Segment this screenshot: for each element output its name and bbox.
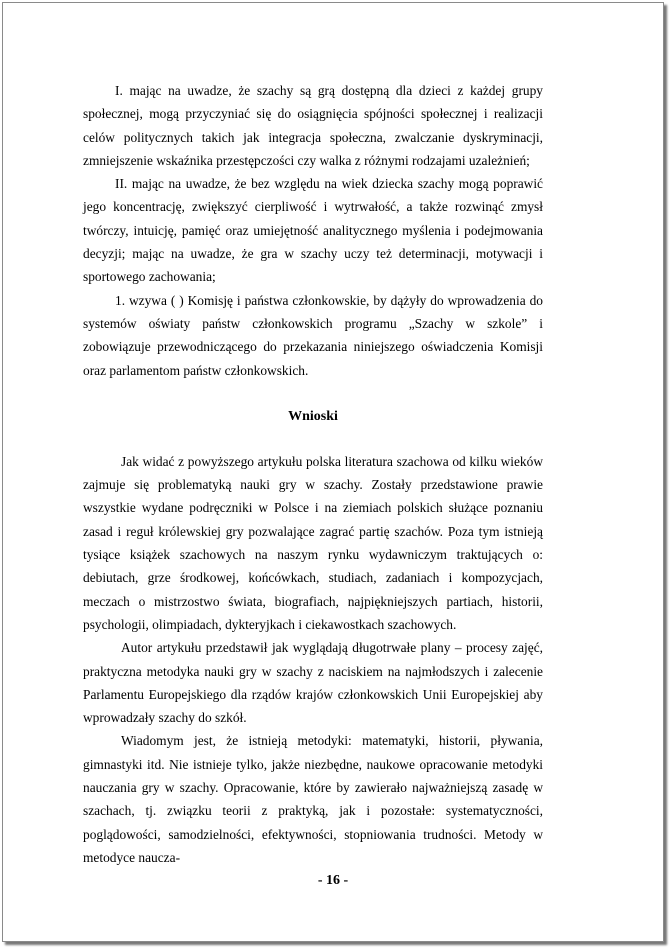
paragraph-conclusion-1: Jak widać z powyższego artykułu polska literatura szachowa od kilku wieków zajmuje się problematyką nauki gry w szachy. Zostały przedstawione prawie wszystkie wydane podręczniki w Polsce i na ziemiach polskich służące poznaniu zasad i reguł królewskiej gry pozwalające zagrać partię szachów. Poza tym istnieją tysiące książek szachowych na naszym rynku wydawniczym traktujących o: debiutach, grze środkowej, końcówkach, studiach, zadaniach i kompozycjach, meczach o mistrzostwo świata, biografiach, najpiękniejszych partiach, historii, psychologii, olimpiadach, dykteryjkach i ciekawostkach szachowych. [83, 453, 543, 632]
document-page [2, 2, 664, 942]
page-content [83, 79, 543, 869]
paragraph-resolution-1: 1. wzywa ( ) Komisję i państwa członkowskie, by dążyły do wprowadzenia do systemów oświaty państw członkowskich programu „Szachy w szkole” i zobowiązuje przewodniczącego do przekazania niniejszego oświadczenia Komisji oraz parlamentom państw członkowskich. [83, 292, 543, 378]
section-heading: Wnioski [288, 408, 338, 424]
paragraph-conclusion-3: Wiadomym jest, że istnieją metodyki: matematyki, historii, pływania, gimnastyki itd. Nie istnieje tylko, jakże niezbędne, naukowe opracowanie metodyki nauczania gry w szachy. Opracowanie, które by zawierało najważniejszą zasadę w szachach, tj. związku teorii z praktyką, jak i pozostałe: systematyczności, poglądowości, samodzielności, efektywności, stopniowania trudności. Metody w metodyce naucza- [83, 733, 543, 865]
page-number: - 16 - [317, 873, 349, 888]
paragraph-conclusion-2: Autor artykułu przedstawił jak wyglądają długotrwałe plany – procesy zajęć, praktyczna metodyka nauki gry w szachy z naciskiem na najmłodszych i zalecenie Parlamentu Europejskiego dla rządów krajów członkowskich Unii Europejskiej aby wprowadzały szachy do szkół. [83, 640, 543, 726]
paragraph-recital-1: I. mając na uwadze, że szachy są grą dostępną dla dzieci z każdej grupy społecznej, mogą przyczyniać się do osiągnięcia spójności społecznej i realizacji celów politycznych takich jak integracja społeczna, zwalczanie dyskryminacji, zmniejszenie wskaźnika przestępczości czy walka z różnymi rodzajami uzależnień; [83, 83, 543, 168]
paragraph-recital-2: II. mając na uwadze, że bez względu na wiek dziecka szachy mogą poprawić jego koncentrację, zwiększyć cierpliwość i wytrwałość, a także rozwinąć zmysł twórczy, intuicję, pamięć oraz umiejętność analitycznego myślenia i podejmowania decyzji; mając na uwadze, że gra w szachy uczy też determinacji, motywacji i sportowego zachowania; [83, 176, 543, 285]
